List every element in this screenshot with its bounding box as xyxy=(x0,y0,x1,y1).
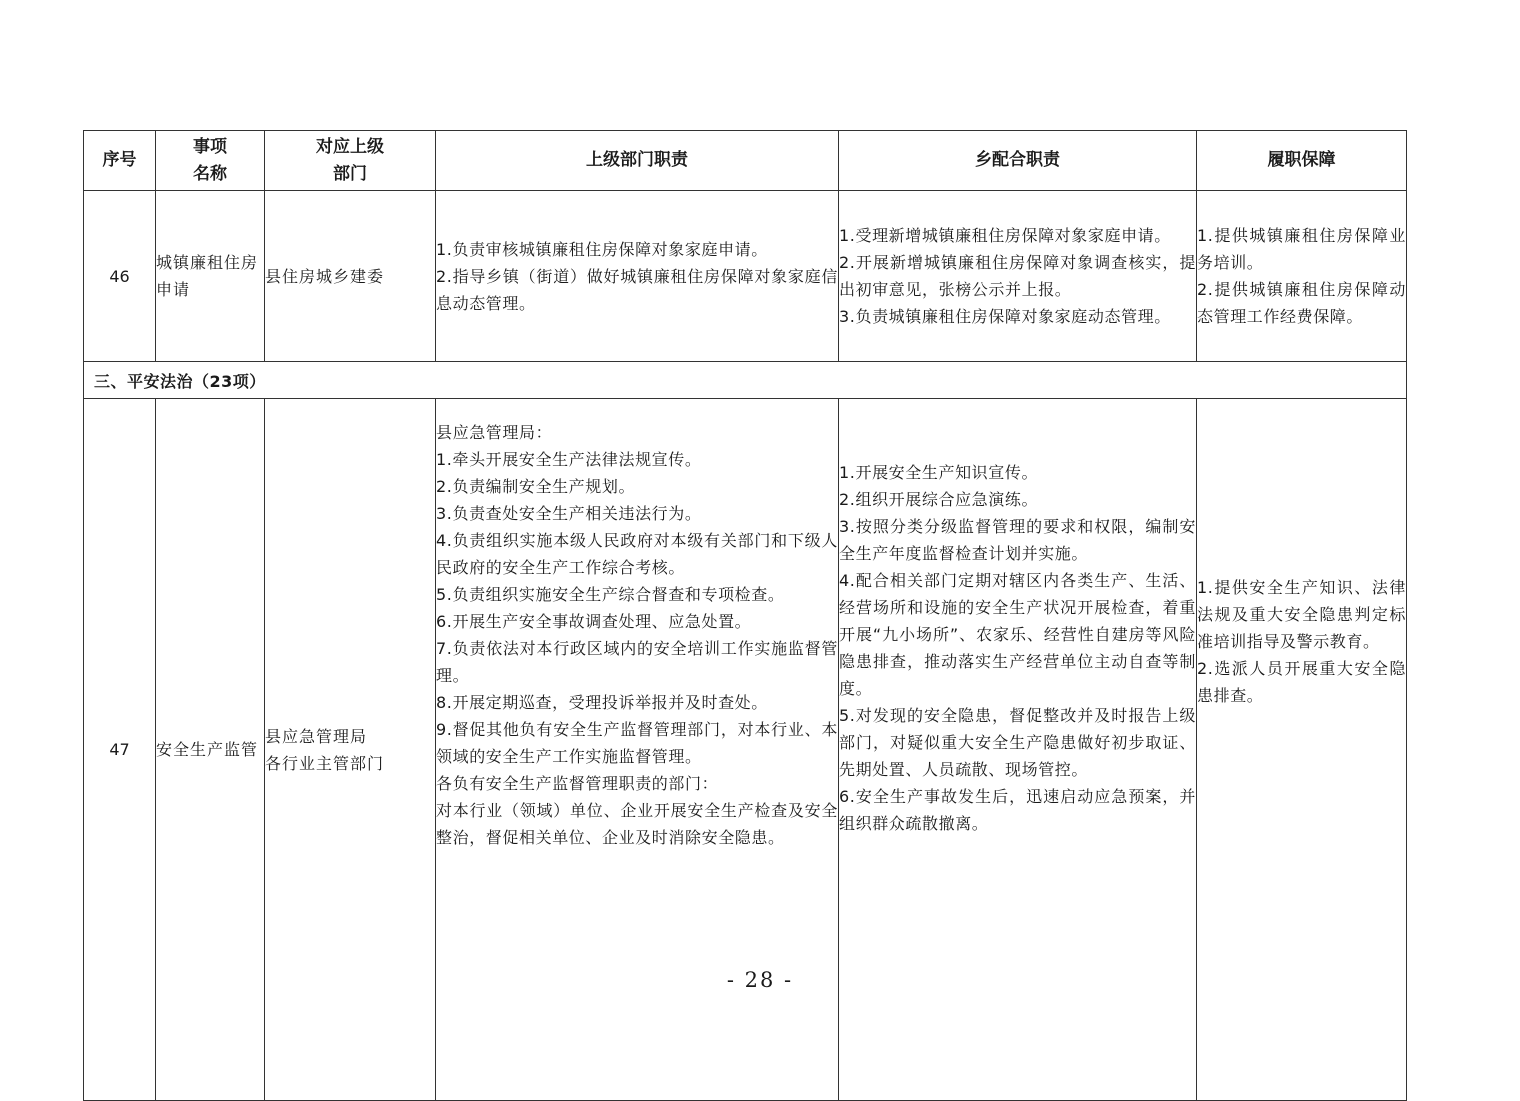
duty-line: 4.配合相关部门定期对辖区内各类生产、生活、经营场所和设施的安全生产状况开展检查，着重开展“九小场所”、农家乐、经营性自建房等风险隐患排查，推动落实生产经营单位主动自查等制度。 xyxy=(839,571,1196,698)
duty-line: 县应急管理局： xyxy=(436,423,553,442)
duty-line: 8.开展定期巡查，受理投诉举报并及时查处。 xyxy=(436,693,768,712)
header-dept-line1: 对应上级 xyxy=(316,136,384,157)
duty-line: 对本行业（领域）单位、企业开展安全生产检查及安全整治，督促相关单位、企业及时消除安全隐患。 xyxy=(436,801,838,847)
row-guarantee xyxy=(1197,399,1407,1101)
page-number: - 28 - xyxy=(726,968,794,992)
guarantee-line: 1.提供安全生产知识、法律法规及重大安全隐患判定标准培训指导及警示教育。 xyxy=(1197,578,1406,651)
dept-line: 县应急管理局 xyxy=(265,726,368,746)
header-dept-line2: 部门 xyxy=(333,163,367,184)
row-upper-duty xyxy=(436,399,839,1101)
table-row xyxy=(84,191,1407,362)
duty-line: 6.安全生产事故发生后，迅速启动应急预案，并组织群众疏散撤离。 xyxy=(839,787,1196,833)
header-seq: 序号 xyxy=(84,131,156,191)
row-seq: 47 xyxy=(84,399,156,1101)
header-guarantee: 履职保障 xyxy=(1197,131,1407,191)
header-township-duty: 乡配合职责 xyxy=(839,131,1197,191)
header-item-name-line1: 事项 xyxy=(193,136,227,157)
duty-line: 6.开展生产安全事故调查处理、应急处置。 xyxy=(436,612,752,631)
duty-line: 7.负责依法对本行政区域内的安全培训工作实施监督管理。 xyxy=(436,639,838,685)
duty-line: 2.组织开展综合应急演练。 xyxy=(839,490,1039,509)
duty-table xyxy=(83,130,1407,1101)
duty-line: 2.负责编制安全生产规划。 xyxy=(436,477,636,496)
row-township-duty xyxy=(839,191,1197,362)
duty-line: 4.负责组织实施本级人民政府对本级有关部门和下级人民政府的安全生产工作综合考核。 xyxy=(436,531,838,577)
section-title: 三、平安法治（23项） xyxy=(84,362,1407,399)
duty-line: 9.督促其他负有安全生产监督管理部门，对本行业、本领域的安全生产工作实施监督管理。 xyxy=(436,720,838,766)
duty-line: 3.负责城镇廉租住房保障对象家庭动态管理。 xyxy=(839,307,1171,326)
dept-line: 各行业主管部门 xyxy=(265,753,385,773)
row-seq: 46 xyxy=(84,191,156,362)
duty-line: 各负有安全生产监督管理职责的部门： xyxy=(436,774,719,793)
header-upper-duty: 上级部门职责 xyxy=(436,131,839,191)
table-row xyxy=(84,399,1407,1101)
header-dept xyxy=(265,131,436,191)
duty-line: 1.开展安全生产知识宣传。 xyxy=(839,463,1039,482)
row-item-name: 安全生产监管 xyxy=(156,399,265,1101)
guarantee-line: 2.提供城镇廉租住房保障动态管理工作经费保障。 xyxy=(1197,280,1406,326)
duty-line: 5.对发现的安全隐患，督促整改并及时报告上级部门，对疑似重大安全生产隐患做好初步取证、先期处置、人员疏散、现场管控。 xyxy=(839,706,1196,779)
row-dept: 县住房城乡建委 xyxy=(265,191,436,362)
duty-line: 1.负责审核城镇廉租住房保障对象家庭申请。 xyxy=(436,239,768,259)
row-upper-duty xyxy=(436,191,839,362)
header-row xyxy=(84,131,1407,191)
header-item-name xyxy=(156,131,265,191)
duty-line: 1.受理新增城镇廉租住房保障对象家庭申请。 xyxy=(839,226,1171,245)
row-guarantee xyxy=(1197,191,1407,362)
duty-line: 1.牵头开展安全生产法律法规宣传。 xyxy=(436,450,702,469)
guarantee-line: 1.提供城镇廉租住房保障业务培训。 xyxy=(1197,226,1406,272)
duty-line: 3.负责查处安全生产相关违法行为。 xyxy=(436,504,702,523)
duty-line: 5.负责组织实施安全生产综合督查和专项检查。 xyxy=(436,585,785,604)
row-dept xyxy=(265,399,436,1101)
duty-line: 3.按照分类分级监督管理的要求和权限，编制安全生产年度监督检查计划并实施。 xyxy=(839,517,1196,563)
duty-line: 2.指导乡镇（街道）做好城镇廉租住房保障对象家庭信息动态管理。 xyxy=(436,266,838,313)
row-township-duty xyxy=(839,399,1197,1101)
row-item-name: 城镇廉租住房申请 xyxy=(156,191,265,362)
section-row xyxy=(84,362,1407,399)
guarantee-line: 2.选派人员开展重大安全隐患排查。 xyxy=(1197,659,1406,705)
header-item-name-line2: 名称 xyxy=(193,163,227,184)
duty-line: 2.开展新增城镇廉租住房保障对象调查核实，提出初审意见，张榜公示并上报。 xyxy=(839,253,1196,299)
